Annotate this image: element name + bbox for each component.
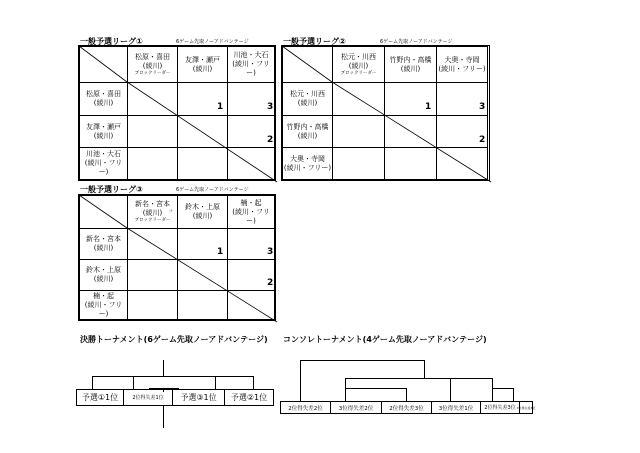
- row-team-2: [79, 115, 128, 148]
- team-name: 川池・大石: [233, 51, 269, 59]
- final-slot: 予選③1位: [172, 389, 225, 406]
- order-number: 2: [267, 278, 274, 288]
- row-team-2: [282, 115, 333, 148]
- row-team-2: [79, 259, 128, 291]
- header-team-2: [177, 195, 228, 229]
- team-aff: (綾川・フリー): [283, 163, 332, 172]
- team-name: 鈴木・上原: [86, 266, 121, 274]
- team-aff: (綾川・フリー): [232, 60, 270, 77]
- team-aff: (綾川): [297, 131, 318, 140]
- consolation-tournament-title: コンソレトーナメント(4ゲーム先取ノーアドバンテージ): [283, 335, 487, 344]
- team-name: 松元・川西: [290, 90, 325, 98]
- league-rules-note: 6ゲーム先取ノーアドバンテージ: [176, 39, 249, 45]
- order-number: 3: [479, 102, 486, 112]
- league-title: 一般予選リーグ①: [80, 37, 143, 46]
- team-aff: (綾川): [142, 61, 163, 70]
- row-team-3: [79, 147, 128, 180]
- header-team-3: [227, 195, 275, 229]
- league-table-1: [78, 45, 276, 181]
- league-title: 一般予選リーグ③: [80, 185, 143, 194]
- row-team-3: [79, 290, 128, 320]
- consolation-slot: 2位得失差3位: [381, 401, 432, 414]
- order-number: 2: [267, 135, 274, 145]
- team-role: ブロックリーダー: [134, 218, 171, 223]
- team-role: ブロックリーダー: [134, 70, 171, 76]
- consolation-slot: 2位得失差2位: [280, 401, 331, 414]
- team-name: 友澤・瀬戸: [86, 122, 121, 131]
- team-name: 大奥・寺岡: [290, 154, 325, 163]
- row-team-1: [79, 82, 128, 116]
- consolation-slot: 3位得失差3位: [519, 401, 533, 414]
- team-name: 竹野内・高橋: [389, 55, 432, 64]
- team-aff: (綾川): [93, 99, 114, 107]
- consolation-slot: 3位得失差1位: [431, 401, 481, 414]
- final-slot: 予選②1位: [224, 389, 274, 406]
- league-title: 一般予選リーグ②: [283, 37, 346, 46]
- team-name: 楠・起: [240, 198, 262, 207]
- row-team-1: [282, 82, 333, 116]
- final-slot: 2位得失差1位: [123, 389, 173, 406]
- final-slot: 予選①1位: [76, 389, 124, 406]
- team-aff: (綾川): [192, 64, 213, 73]
- header-team-3: [436, 46, 488, 83]
- consolation-slot: 3位得失差2位: [330, 401, 382, 414]
- team-name: 竹野内・高橋: [286, 122, 329, 131]
- header-team-1: [127, 195, 178, 229]
- team-aff: (綾川・フリー): [84, 300, 123, 318]
- header-team-2: [177, 46, 228, 83]
- league-rules-note: 6ゲーム先取ノーアドバンテージ: [380, 39, 453, 45]
- order-number: 3: [267, 247, 274, 257]
- league-table-3: [78, 194, 276, 321]
- order-number: 3: [267, 102, 274, 112]
- header-team-2: [384, 46, 437, 83]
- team-name: 新名・宮本: [135, 200, 170, 208]
- final-tournament-title: 決勝トーナメント(6ゲーム先取ノーアドバンテージ): [80, 335, 268, 344]
- team-name: 松元・川西: [341, 52, 376, 61]
- order-number: 1: [425, 102, 432, 112]
- team-aff: (綾川): [192, 212, 213, 220]
- team-aff: (綾川): [142, 209, 163, 217]
- team-aff: (綾川・フリー): [232, 207, 270, 225]
- league-table-2: [281, 45, 490, 181]
- order-number: 1: [217, 102, 224, 112]
- header-team-1: [332, 46, 385, 83]
- team-aff: (綾川): [93, 244, 114, 252]
- header-team-1: [127, 46, 178, 83]
- team-name: 友澤・瀬戸: [185, 55, 220, 64]
- team-name: 大奥・寺岡: [444, 55, 480, 64]
- header-extra-mark: フ: [168, 210, 173, 215]
- team-role: ブロックリーダー: [340, 70, 377, 76]
- order-number: 1: [217, 247, 224, 257]
- team-name: 楠・起: [93, 291, 114, 300]
- row-team-1: [79, 228, 128, 260]
- team-name: 松原・喜田: [86, 90, 121, 98]
- team-aff: (綾川): [93, 131, 114, 140]
- row-team-3: [282, 147, 333, 180]
- header-team-3: [227, 46, 275, 83]
- team-name: 新名・宮本: [86, 235, 121, 243]
- team-name: 川池・大石: [86, 150, 121, 158]
- order-number: 2: [479, 135, 486, 145]
- team-aff: (綾川): [400, 64, 421, 73]
- team-aff: (綾川): [93, 275, 114, 283]
- consolation-slot: 2位得失差3位: [480, 401, 520, 414]
- team-aff: (綾川・フリー): [84, 159, 123, 176]
- team-aff: (綾川・フリー): [438, 64, 486, 73]
- team-aff: (綾川): [348, 61, 369, 70]
- league-rules-note: 6ゲーム先取ノーアドバンテージ: [176, 187, 249, 193]
- team-name: 松原・喜田: [135, 52, 170, 61]
- team-aff: (綾川): [297, 99, 318, 107]
- team-name: 鈴木・上原: [185, 203, 220, 211]
